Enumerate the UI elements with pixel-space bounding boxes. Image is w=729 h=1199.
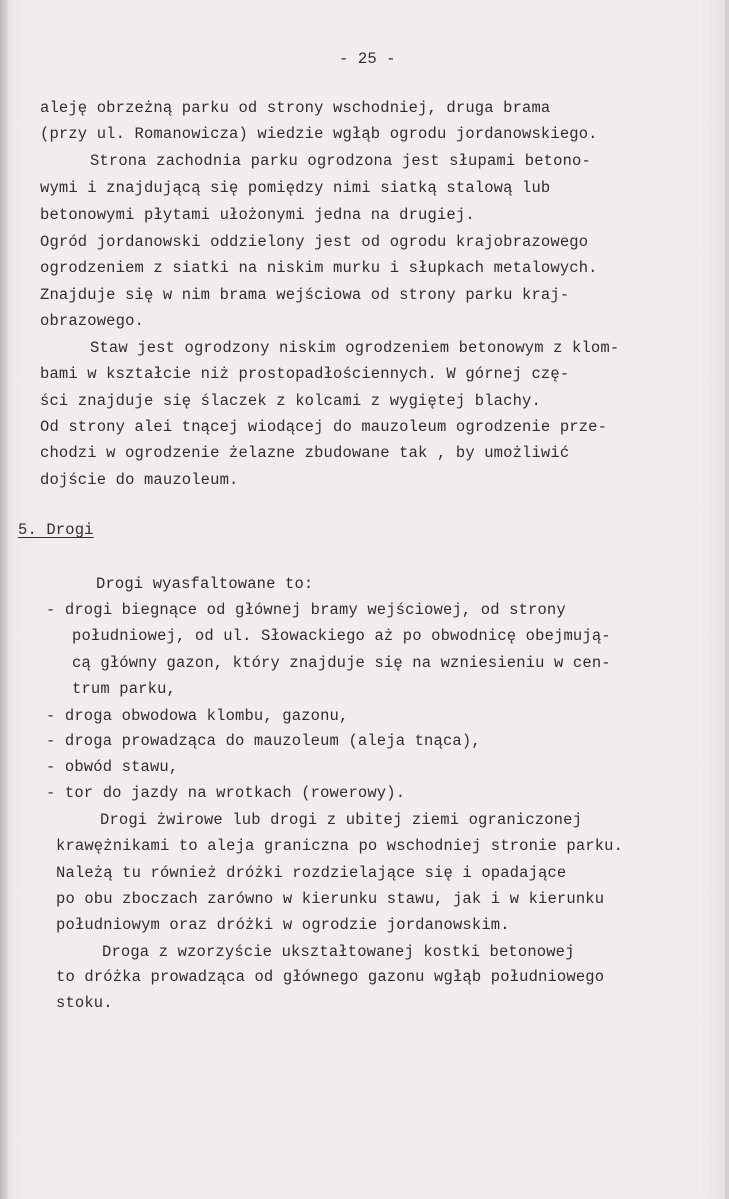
list-item: - drogi biegnące od głównej bramy wejściowej, od strony bbox=[46, 601, 566, 619]
text-line: cą główny gazon, który znajduje się na wzniesieniu w cen- bbox=[72, 654, 611, 672]
text-line: to dróżka prowadząca od głównego gazonu wgłąb południowego bbox=[56, 968, 605, 986]
text-line: dojście do mauzoleum. bbox=[40, 471, 239, 489]
text-line: Droga z wzorzyście ukształtowanej kostki betonowej bbox=[102, 943, 575, 961]
page-right-edge bbox=[725, 0, 729, 1199]
text-line: Od strony alei tnącej wiodącej do mauzoleum ogrodzenie prze- bbox=[40, 418, 608, 436]
section-heading bbox=[18, 521, 94, 539]
text-line: bami w kształcie niż prostopadłościennych. W górnej czę- bbox=[40, 365, 570, 383]
text-line: Drogi żwirowe lub drogi z ubitej ziemi ograniczonej bbox=[100, 811, 583, 829]
text-line: Drogi wyasfaltowane to: bbox=[96, 575, 314, 593]
text-line: po obu zboczach zarówno w kierunku stawu, jak i w kierunku bbox=[56, 890, 605, 908]
text-line: ogrodzeniem z siatki na niskim murku i słupkach metalowych. bbox=[40, 259, 598, 277]
text-line: trum parku, bbox=[72, 680, 176, 698]
text-line: Staw jest ogrodzony niskim ogrodzeniem betonowym z klom- bbox=[90, 339, 620, 357]
list-item: - droga prowadząca do mauzoleum (aleja tnąca), bbox=[46, 732, 481, 750]
text-line: aleję obrzeżną parku od strony wschodniej, druga brama bbox=[40, 99, 551, 117]
text-line: betonowymi płytami ułożonymi jedna na drugiej. bbox=[40, 206, 475, 224]
text-line: Strona zachodnia parku ogrodzona jest słupami betono- bbox=[90, 152, 591, 170]
text-line: krawężnikami to aleja graniczna po wschodniej stronie parku. bbox=[56, 837, 624, 855]
text-line: chodzi w ogrodzenie żelazne zbudowane tak , by umożliwić bbox=[40, 444, 570, 462]
page-left-edge bbox=[0, 0, 8, 1199]
text-line: Ogród jordanowski oddzielony jest od ogrodu krajobrazowego bbox=[40, 233, 589, 251]
text-line: obrazowego. bbox=[40, 312, 144, 330]
list-item: - droga obwodowa klombu, gazonu, bbox=[46, 707, 349, 725]
text-line: Należą tu również dróżki rozdzielające się i opadające bbox=[56, 864, 567, 882]
text-line: południowym oraz dróżki w ogrodzie jordanowskim. bbox=[56, 916, 510, 934]
text-line: południowej, od ul. Słowackiego aż po obwodnicę obejmują- bbox=[72, 627, 611, 645]
section-number: 5. bbox=[18, 521, 37, 539]
text-line: stoku. bbox=[56, 994, 113, 1012]
list-item: - tor do jazdy na wrotkach (rowerowy). bbox=[46, 784, 406, 802]
text-line: ści znajduje się ślaczek z kolcami z wygiętej blachy. bbox=[40, 392, 541, 410]
page-number: - 25 - bbox=[339, 50, 396, 68]
list-item: - obwód stawu, bbox=[46, 758, 179, 776]
section-title: Drogi bbox=[46, 521, 94, 539]
text-line: Znajduje się w nim brama wejściowa od strony parku kraj- bbox=[40, 286, 570, 304]
text-line: wymi i znajdującą się pomiędzy nimi siatką stalową lub bbox=[40, 179, 551, 197]
text-line: (przy ul. Romanowicza) wiedzie wgłąb ogrodu jordanowskiego. bbox=[40, 125, 598, 143]
